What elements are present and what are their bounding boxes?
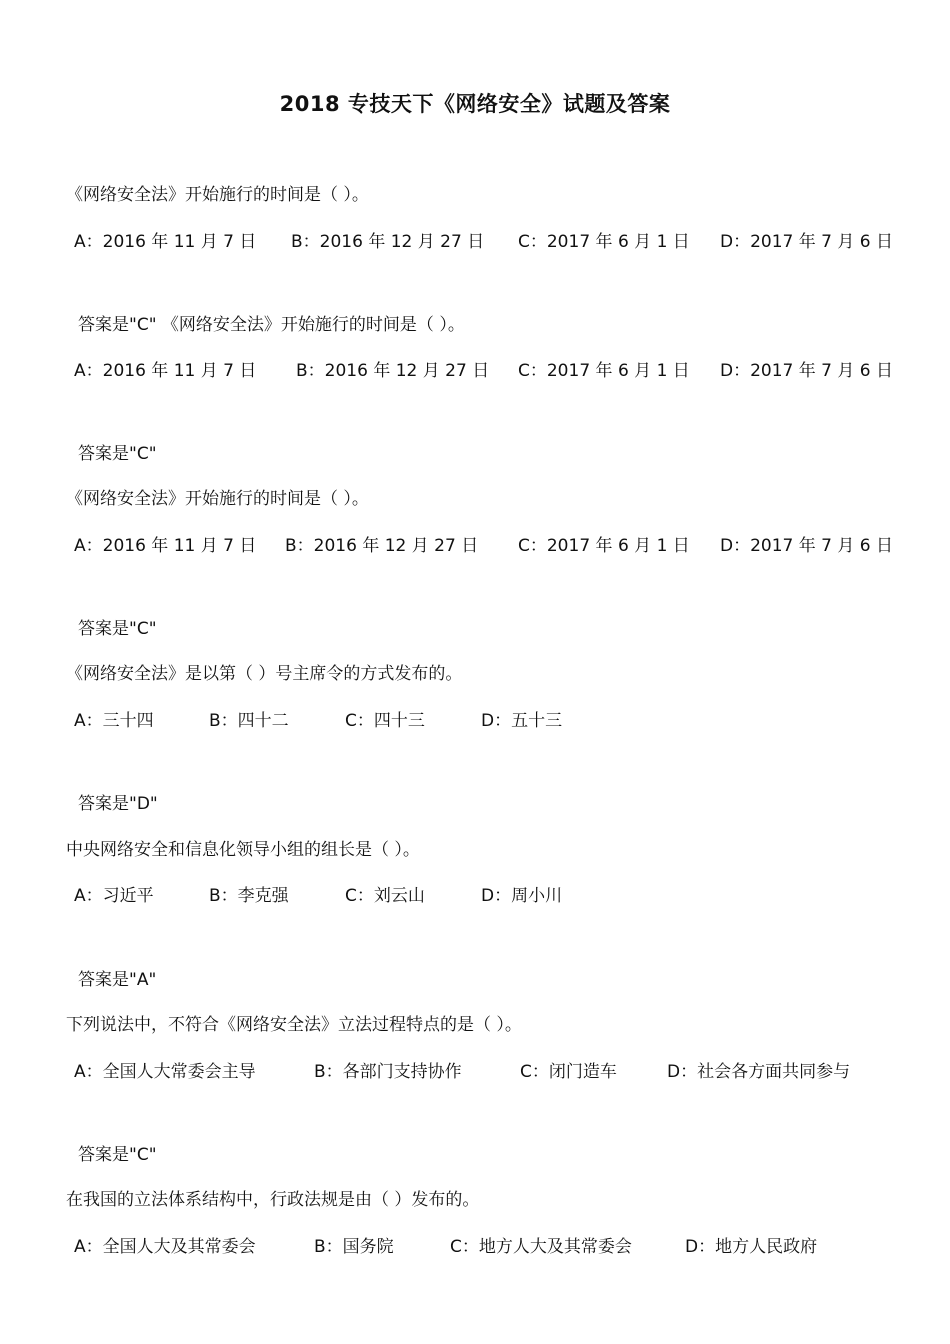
option-a: A：三十四	[74, 711, 154, 731]
option-b: B：国务院	[314, 1237, 394, 1257]
option-a: A：2016 年 11 月 7 日	[74, 361, 257, 381]
option-c: C：2017 年 6 月 1 日	[518, 536, 690, 556]
option-c: C：地方人大及其常委会	[450, 1237, 632, 1257]
question-text: 《网络安全法》开始施行的时间是（ ）。	[66, 489, 369, 509]
question-text: 《网络安全法》是以第（ ）号主席令的方式发布的。	[66, 664, 463, 684]
option-c: C：四十三	[345, 711, 425, 731]
answer-text: 答案是"C"	[78, 1145, 157, 1165]
option-b: B：各部门支持协作	[314, 1062, 462, 1082]
answer-text: 答案是"A"	[78, 970, 157, 990]
question-text: 下列说法中，不符合《网络安全法》立法过程特点的是（ ）。	[66, 1015, 522, 1035]
option-b: B：2016 年 12 月 27 日	[291, 232, 485, 252]
answer-text: 答案是"D"	[78, 794, 158, 814]
document-title: 2018 专技天下《网络安全》试题及答案	[279, 92, 671, 116]
option-b: B：四十二	[209, 711, 289, 731]
option-b: B：2016 年 12 月 27 日	[285, 536, 479, 556]
option-a: A：习近平	[74, 886, 154, 906]
option-a: A：2016 年 11 月 7 日	[74, 232, 257, 252]
option-d: D：周小川	[481, 886, 563, 906]
option-b: B：2016 年 12 月 27 日	[296, 361, 490, 381]
option-b: B：李克强	[209, 886, 289, 906]
question-text: 在我国的立法体系结构中，行政法规是由（ ）发布的。	[66, 1190, 480, 1210]
option-a: A：全国人大及其常委会	[74, 1237, 256, 1257]
option-d: D：五十三	[481, 711, 563, 731]
option-c: C：2017 年 6 月 1 日	[518, 232, 690, 252]
question-text: 中央网络安全和信息化领导小组的组长是（ ）。	[66, 840, 420, 860]
option-d: D：地方人民政府	[685, 1237, 818, 1257]
option-d: D：2017 年 7 月 6 日	[720, 361, 894, 381]
option-a: A：全国人大常委会主导	[74, 1062, 256, 1082]
option-c: C：刘云山	[345, 886, 425, 906]
option-a: A：2016 年 11 月 7 日	[74, 536, 257, 556]
option-d: D：2017 年 7 月 6 日	[720, 232, 894, 252]
option-d: D：社会各方面共同参与	[667, 1062, 851, 1082]
answer-text: 答案是"C" 《网络安全法》开始施行的时间是（ ）。	[78, 315, 465, 335]
answer-text: 答案是"C"	[78, 444, 157, 464]
option-d: D：2017 年 7 月 6 日	[720, 536, 894, 556]
option-c: C：2017 年 6 月 1 日	[518, 361, 690, 381]
answer-text: 答案是"C"	[78, 619, 157, 639]
option-c: C：闭门造车	[520, 1062, 617, 1082]
question-text: 《网络安全法》开始施行的时间是（ ）。	[66, 185, 369, 205]
